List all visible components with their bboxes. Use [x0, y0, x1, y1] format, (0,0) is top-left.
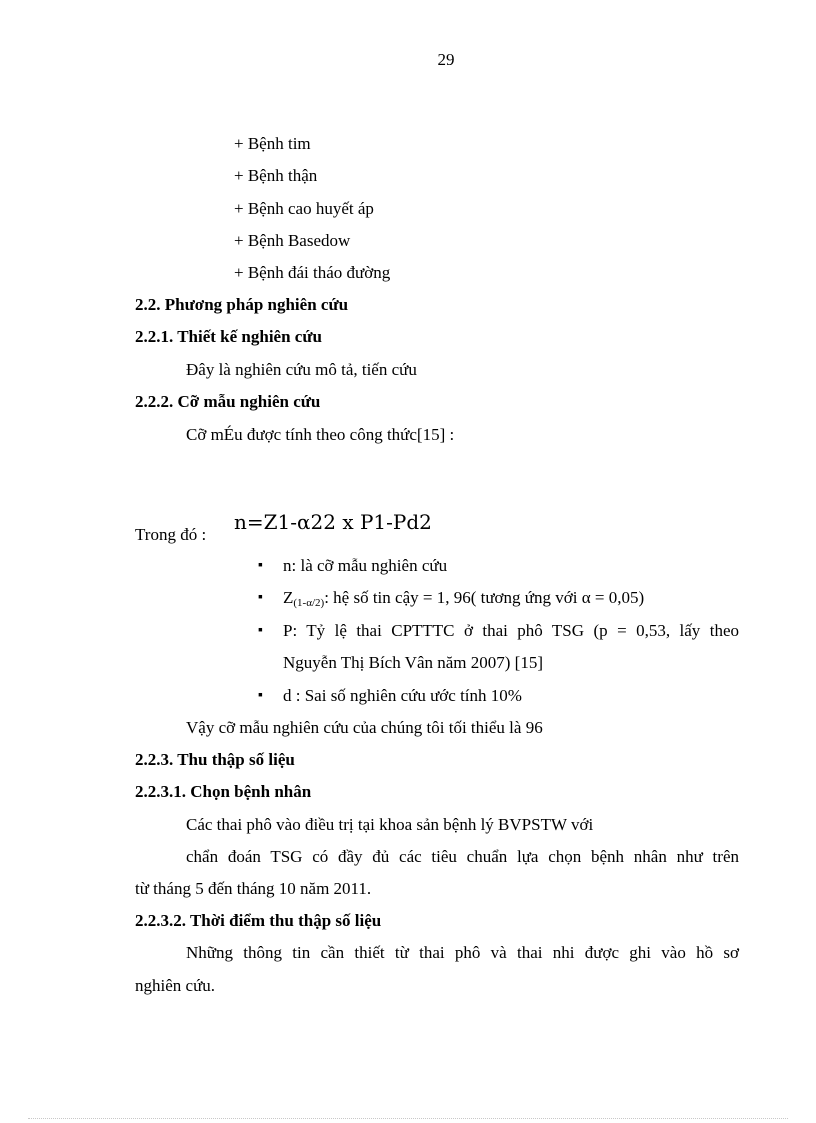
heading-2-2-1: 2.2.1. Thiết kế nghiên cứu	[135, 327, 322, 346]
paragraph-sample: Cỡ mÉu được tính theo công thức[15] :	[186, 425, 455, 444]
paragraph-select-2: chẩn đoán TSG có đầy đủ các tiêu chuẩn lựa chọn bệnh nhân như trên	[186, 847, 739, 866]
heading-2-2-3-2: 2.2.3.2. Thời điểm thu thập số liệu	[135, 911, 382, 930]
paragraph-select-3: từ tháng 5 đến tháng 10 năm 2011.	[135, 879, 372, 898]
paragraph-design: Đây là nghiên cứu mô tả, tiến cứu	[186, 360, 417, 379]
z-symbol: Z	[283, 588, 294, 607]
page-bottom-border	[28, 1118, 788, 1119]
page-number: 29	[437, 50, 455, 69]
bullet-icon: ▪	[258, 688, 263, 703]
paragraph-time-1: Những thông tin cần thiết từ thai phô và thai nhi được ghi vào hồ sơ	[186, 943, 739, 962]
definition-p-line1: P: Tỷ lệ thai CPTTTC ở thai phô TSG (p = 0,53, lấy theo	[283, 621, 739, 640]
trong-do-label: Trong đó :	[135, 525, 207, 544]
heading-2-2-2: 2.2.2. Cỡ mẫu nghiên cứu	[135, 392, 321, 411]
bullet-icon: ▪	[258, 623, 263, 638]
paragraph-select-1: Các thai phô vào điều trị tại khoa sản bệnh lý BVPSTW với	[186, 815, 594, 834]
list-item: + Bệnh đái tháo đường	[234, 263, 391, 282]
paragraph-time-2: nghiên cứu.	[135, 976, 216, 995]
list-item: + Bệnh tim	[234, 134, 311, 153]
bullet-icon: ▪	[258, 558, 263, 573]
definition-p-line2: Nguyễn Thị Bích Vân năm 2007) [15]	[283, 653, 543, 672]
list-item: + Bệnh Basedow	[234, 231, 351, 250]
heading-2-2: 2.2. Phương pháp nghiên cứu	[135, 295, 349, 314]
definition-n: n: là cỡ mẫu nghiên cứu	[283, 556, 448, 575]
z-description: : hệ số tin cậy = 1, 96( tương ứng với α = 0,05)	[324, 588, 645, 607]
sample-size-formula: n=Z1-α22 x P1-Pd2	[234, 510, 432, 534]
z-subscript: (1-α/2)	[293, 597, 325, 609]
heading-2-2-3-1: 2.2.3.1. Chọn bệnh nhân	[135, 782, 312, 801]
definition-d: d : Sai số nghiên cứu ước tính 10%	[283, 686, 522, 705]
bullet-icon: ▪	[258, 590, 263, 605]
paragraph-minimum: Vậy cỡ mẫu nghiên cứu của chúng tôi tối thiểu là 96	[186, 718, 543, 737]
heading-2-2-3: 2.2.3. Thu thập số liệu	[135, 750, 295, 769]
definition-z	[283, 587, 644, 614]
list-item: + Bệnh cao huyết áp	[234, 199, 374, 218]
list-item: + Bệnh thận	[234, 166, 318, 185]
